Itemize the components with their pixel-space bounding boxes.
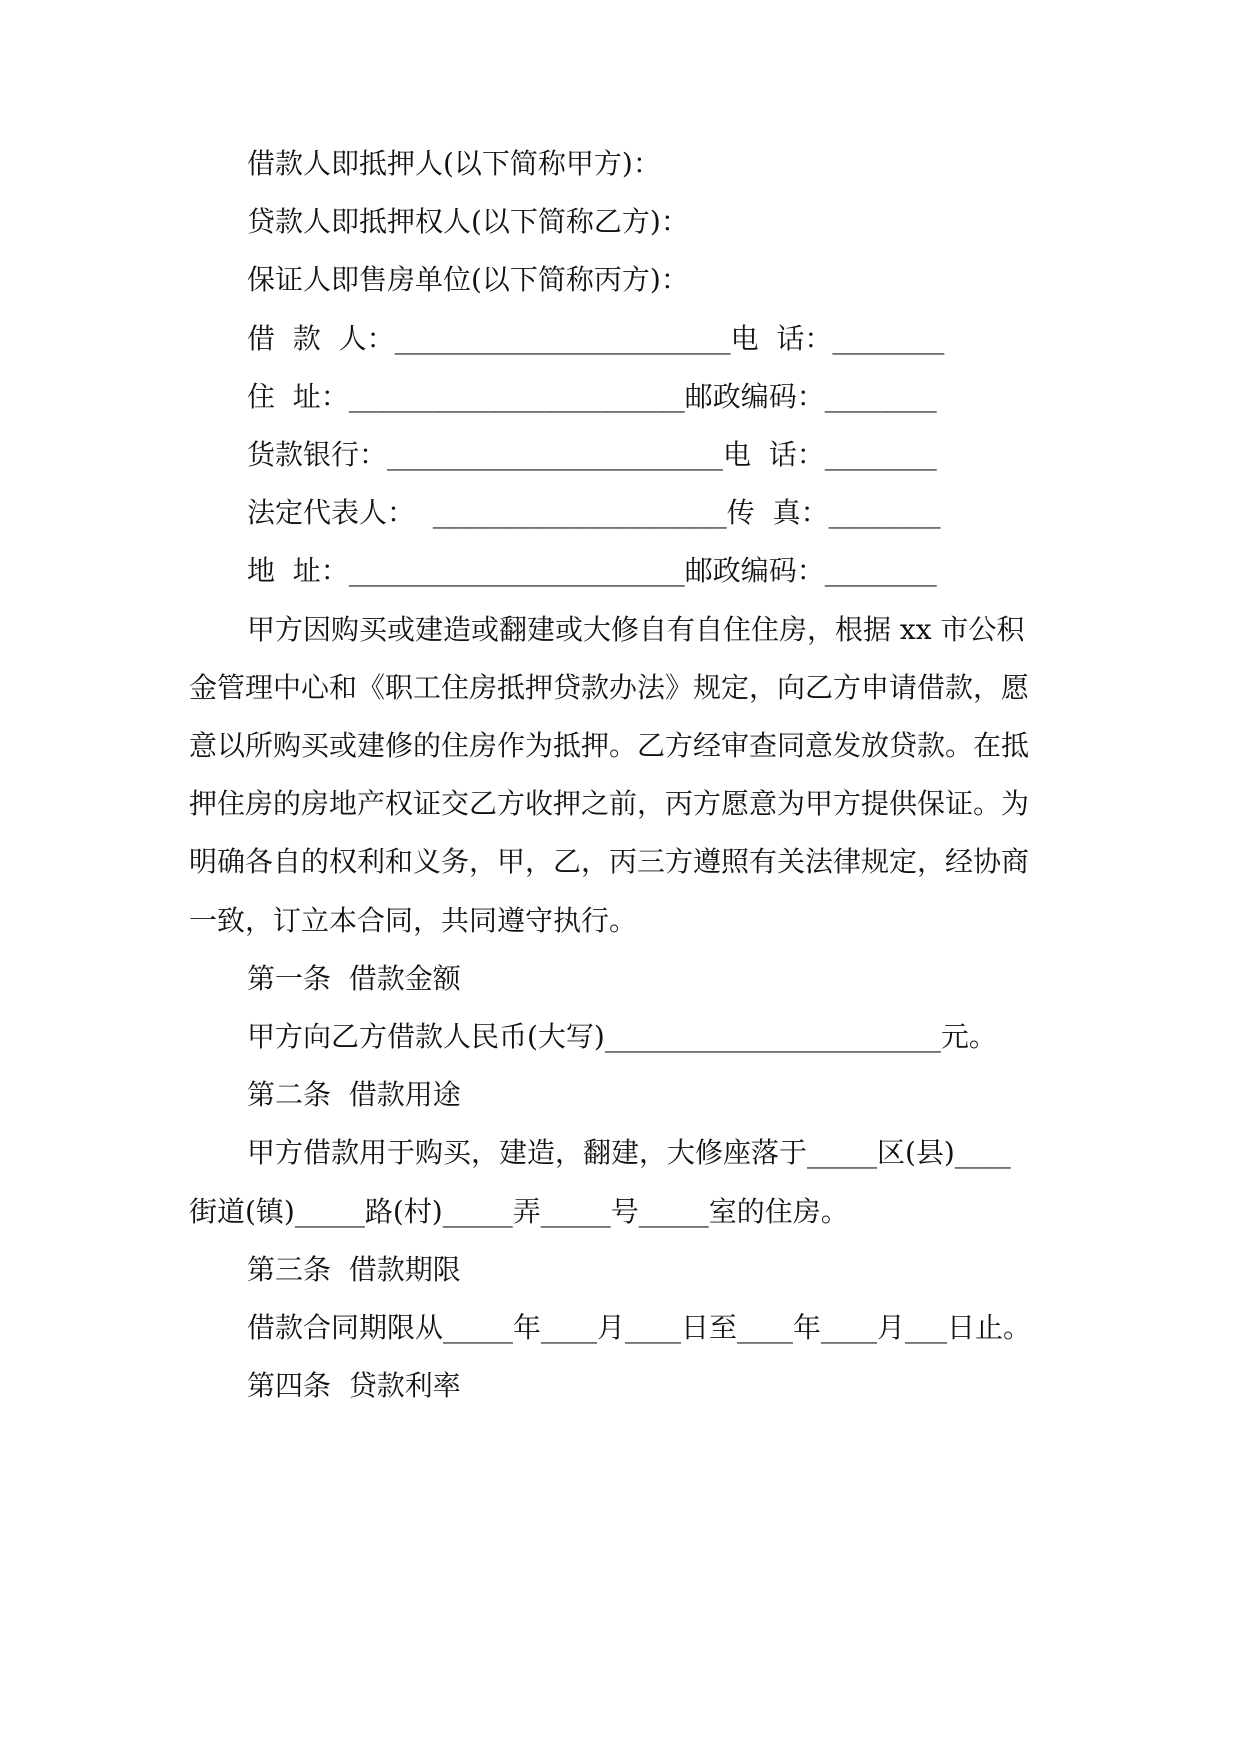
borrower-field: 借 款 人：________________________电 话：________ [247,322,945,355]
article-3-text: 借款合同期限从_____年____月____日至____年____月___日止。 [247,1311,1032,1344]
preamble-line: 金管理中心和《职工住房抵押贷款办法》规定，向乙方申请借款，愿 [189,671,1030,704]
address-field: 住 址：________________________邮政编码：________ [247,380,937,413]
party-b-line: 贷款人即抵押权人(以下简称乙方)： [247,205,689,238]
article-1-heading: 第一条 借款金额 [247,962,461,995]
bank-field: 货款银行：________________________电 话：________ [247,438,937,471]
preamble-line: 一致，订立本合同，共同遵守执行。 [189,904,638,937]
bank-address-field: 地 址：________________________邮政编码：________ [247,554,937,587]
article-4-heading: 第四条 贷款利率 [247,1369,461,1402]
article-3-heading: 第三条 借款期限 [247,1253,461,1286]
preamble-line: 押住房的房地产权证交乙方收押之前，丙方愿意为甲方提供保证。为 [189,787,1030,820]
party-c-line: 保证人即售房单位(以下简称丙方)： [247,263,689,296]
article-2-text: 甲方借款用于购买，建造，翻建，大修座落于_____区(县)____ [247,1136,1011,1169]
article-2-heading: 第二条 借款用途 [247,1078,461,1111]
preamble-line: 意以所购买或建修的住房作为抵押。乙方经审查同意发放贷款。在抵 [189,729,1030,762]
preamble-line: 明确各自的权利和义务，甲，乙，丙三方遵照有关法律规定，经协商 [189,845,1030,878]
preamble-line: 甲方因购买或建造或翻建或大修自有自住住房，根据 xx 市公积 [247,613,1025,646]
article-1-text: 甲方向乙方借款人民币(大写)________________________元。 [247,1020,997,1053]
legal-rep-field: 法定代表人： _____________________传 真：________ [247,496,941,529]
article-2-text: 街道(镇)_____路(村)_____弄_____号_____室的住房。 [189,1195,849,1228]
party-a-line: 借款人即抵押人(以下简称甲方)： [247,147,661,180]
